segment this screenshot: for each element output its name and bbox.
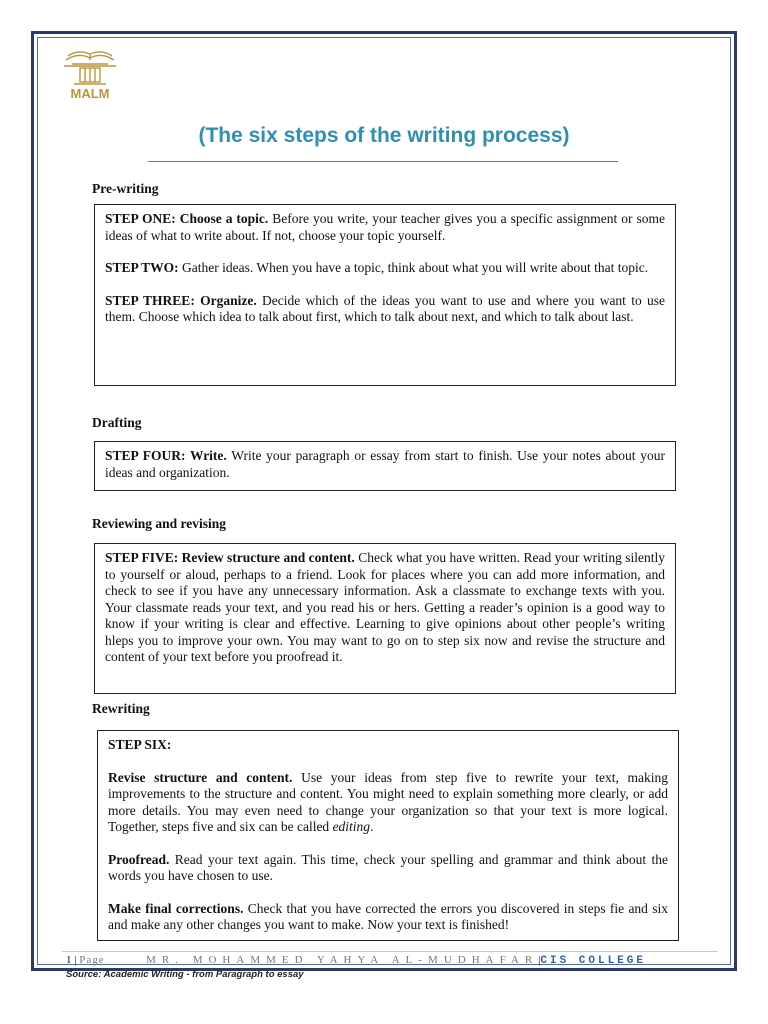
rewriting-box: [97, 730, 679, 941]
footer: [66, 954, 706, 967]
step-three-paragraph: [105, 293, 665, 326]
step-five-text: Check what you have written. Read your writing silently to yourself or aloud, perhaps to a friend. Look for places where you can add more information, and check to see if you have any unnecessary information. Ask a classmate to exchange texts with you. Your classmate reads your text, and you read his or hers. Getting a reader’s opinion is a good way to know if your writing is clear and effective. Learning to give opinions about other people’s writing hleps you to improve your own. You may want to go on to step six now and revise the structure and content of your text before you proofread it.: [105, 550, 666, 664]
revise-paragraph: [108, 770, 668, 836]
college-name: CIS COLLEGE: [540, 955, 646, 967]
proofread-label: Proofread.: [108, 851, 170, 867]
step-three-label: STEP THREE: Organize.: [105, 292, 257, 308]
page-word: Page: [79, 954, 105, 966]
final-corrections-paragraph: [108, 901, 668, 934]
final-corrections-text: Check that you have corrected the errors you discovered in steps fie and six and make any other changes you want to make. Now your text is finished!: [108, 900, 668, 932]
drafting-box: [94, 441, 676, 491]
page-number: 1: [66, 954, 72, 966]
step-four-paragraph: [105, 448, 665, 481]
step-two-paragraph: [105, 260, 665, 277]
step-six-heading: [108, 737, 668, 754]
proofread-text: Read your text again. This time, check your spelling and grammar and think about the words you have chosen to use.: [108, 851, 668, 883]
revise-label: Revise structure and content.: [108, 769, 293, 785]
reviewing-box: [94, 543, 676, 694]
source-citation: Source: Academic Writing - from Paragraph to essay: [66, 969, 304, 980]
page-title: (The six steps of the writing process): [198, 124, 570, 147]
final-corrections-label: Make final corrections.: [108, 900, 244, 916]
author-name: MR. MOHAMMED YAHYA AL-MUDHAFAR: [146, 954, 539, 966]
heading-reviewing: Reviewing and revising: [92, 516, 227, 531]
footer-divider: [62, 951, 718, 952]
step-five-paragraph: [105, 550, 665, 666]
step-four-label: STEP FOUR: Write.: [105, 448, 227, 463]
step-one-text: Before you write, your teacher gives you a specific assignment or some ideas of what to write about. If not, choose your topic yourself.: [105, 211, 665, 243]
title-underline: [148, 161, 618, 162]
step-six-label: STEP SIX:: [108, 737, 172, 752]
revise-text: Use your ideas from step five to rewrite your text, making improvements to the structure and content. You might need to explain something more clearly, or add more details. You may even need to change your organization so that your text is more logical. Together, steps five and six can be called: [108, 769, 668, 834]
revise-end: .: [370, 819, 374, 834]
heading-drafting: Drafting: [92, 415, 142, 430]
step-two-label: STEP TWO:: [105, 260, 179, 275]
step-one-label: STEP ONE: Choose a topic.: [105, 211, 269, 226]
heading-prewriting: Pre-writing: [92, 181, 159, 196]
proofread-paragraph: [108, 852, 668, 885]
step-one-paragraph: [105, 211, 665, 244]
prewriting-box: [94, 204, 676, 386]
footer-separator: |: [538, 954, 541, 966]
step-three-text: Decide which of the ideas you want to use and where you want to use them. Choose which idea to talk about first, which to talk about next, and which to talk about last.: [105, 292, 665, 324]
page-separator: |: [74, 954, 77, 966]
step-five-label: STEP FIVE: Review structure and content.: [105, 550, 355, 565]
step-two-text: Gather ideas. When you have a topic, think about what you will write about that topic.: [178, 260, 649, 275]
editing-term: editing: [332, 819, 371, 834]
heading-rewriting: Rewriting: [92, 701, 150, 716]
logo-text: MALM: [70, 86, 110, 101]
step-four-text: Write your paragraph or essay from start to finish. Use your notes about your ideas and organization.: [105, 448, 665, 480]
